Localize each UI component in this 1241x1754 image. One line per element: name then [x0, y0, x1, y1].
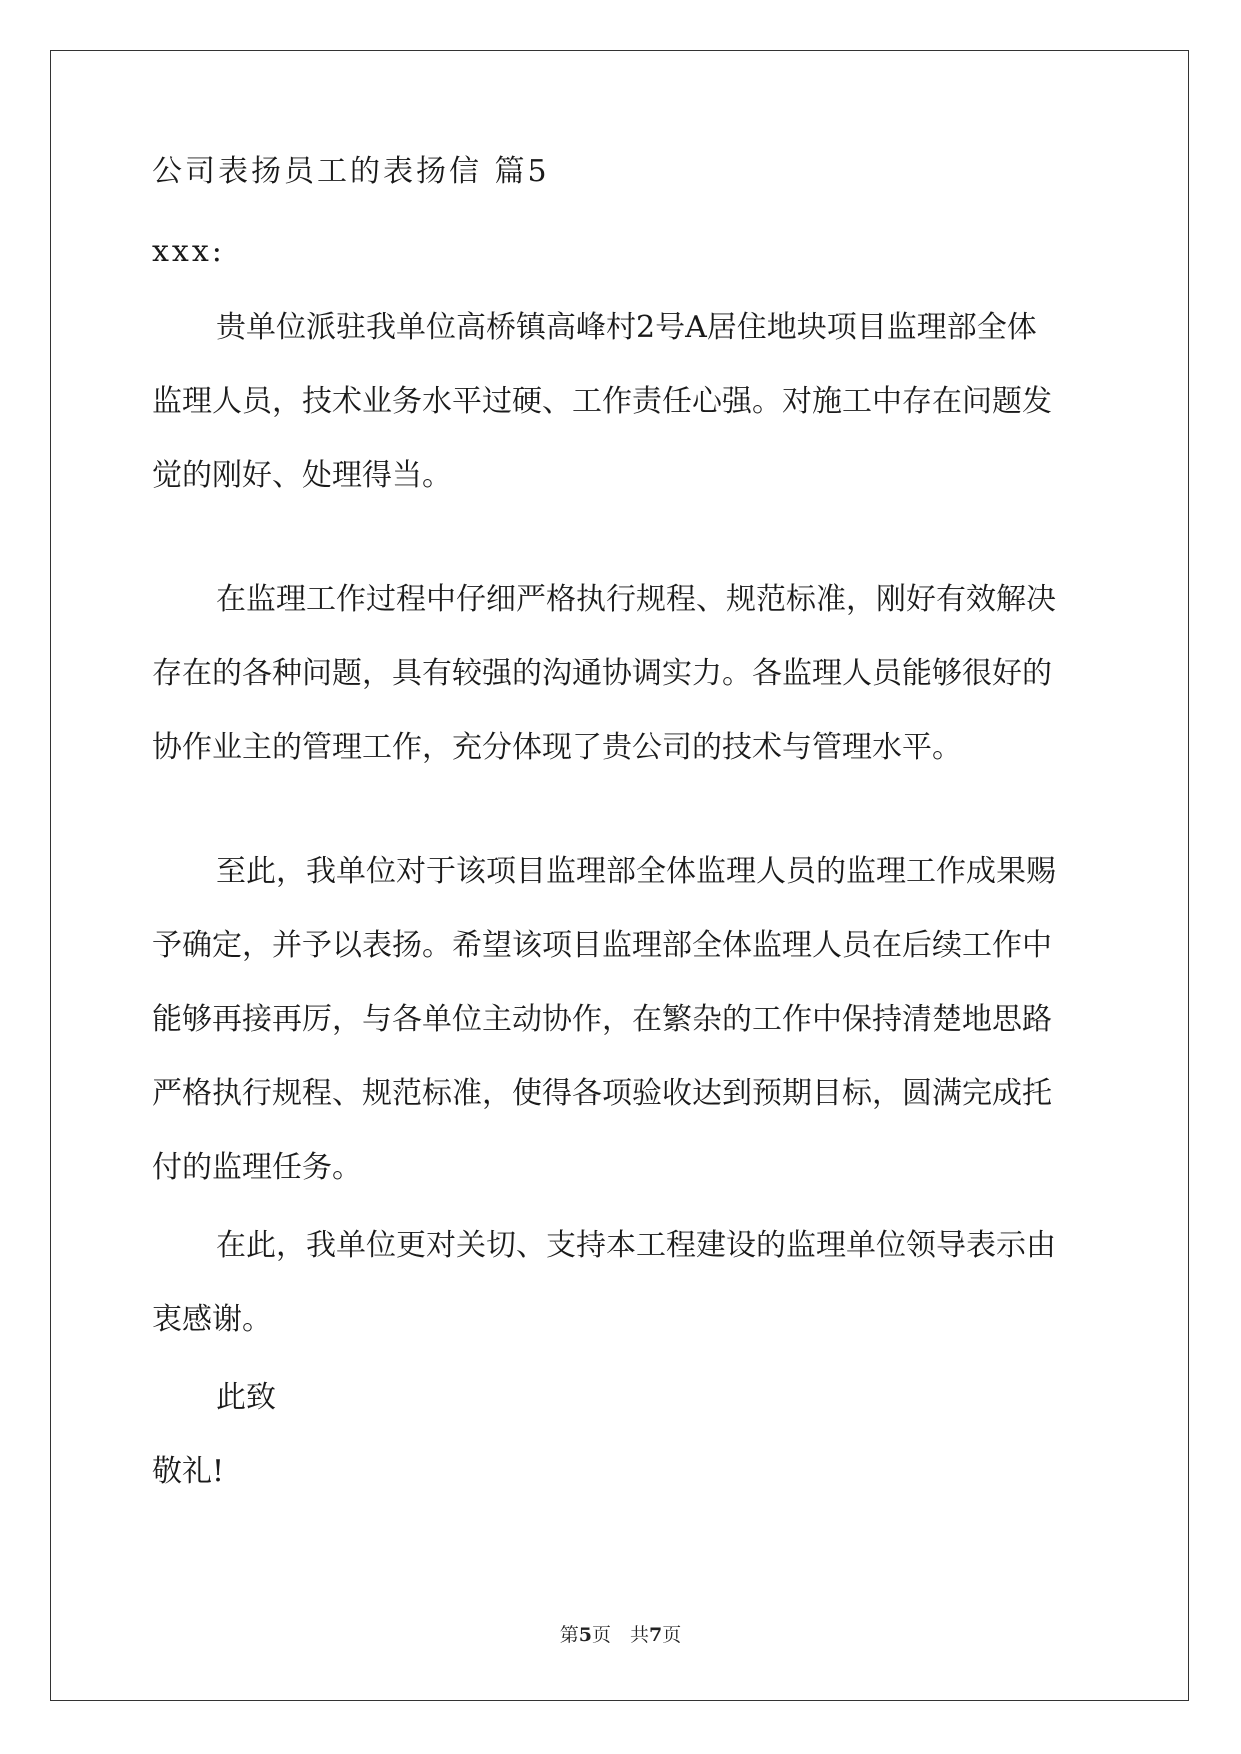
footer-suffix: 页: [662, 1624, 682, 1646]
paragraph-2-line-3: 协作业主的管理工作，充分体现了贵公司的技术与管理水平。: [152, 730, 962, 765]
footer-current-page: 5: [578, 1624, 592, 1646]
paragraph-3-line-3: 能够再接再厉，与各单位主动协作，在繁杂的工作中保持清楚地思路: [152, 1002, 1052, 1037]
closing-jing-li: 敬礼!: [152, 1454, 225, 1489]
paragraph-2-line-2: 存在的各种问题，具有较强的沟通协调实力。各监理人员能够很好的: [152, 656, 1052, 691]
paragraph-3-line-4: 严格执行规程、规范标准，使得各项验收达到预期目标，圆满完成托: [152, 1076, 1052, 1111]
paragraph-1-line-1: 贵单位派驻我单位高桥镇高峰村2号A居住地块项目监理部全体: [216, 310, 1037, 345]
paragraph-3-line-5: 付的监理任务。: [152, 1150, 362, 1185]
paragraph-2-line-1: 在监理工作过程中仔细严格执行规程、规范标准，刚好有效解决: [216, 582, 1056, 617]
paragraph-1-line-3: 觉的刚好、处理得当。: [152, 458, 452, 493]
footer-prefix: 第: [559, 1624, 579, 1646]
paragraph-3-line-2: 予确定，并予以表扬。希望该项目监理部全体监理人员在后续工作中: [152, 928, 1052, 963]
paragraph-4-line-1: 在此，我单位更对关切、支持本工程建设的监理单位领导表示由: [216, 1228, 1056, 1263]
document-title: 公司表扬员工的表扬信 篇5: [152, 154, 550, 189]
paragraph-4-line-2: 衷感谢。: [152, 1302, 272, 1337]
paragraph-3-line-1: 至此，我单位对于该项目监理部全体监理人员的监理工作成果赐: [216, 854, 1056, 889]
footer-middle: 页 共: [591, 1624, 649, 1646]
page-footer: [0, 1620, 1241, 1647]
footer-total-pages: 7: [649, 1624, 663, 1646]
closing-ci-zhi: 此致: [216, 1380, 276, 1415]
paragraph-1-line-2: 监理人员，技术业务水平过硬、工作责任心强。对施工中存在问题发: [152, 384, 1052, 419]
salutation: xxx:: [152, 234, 225, 269]
